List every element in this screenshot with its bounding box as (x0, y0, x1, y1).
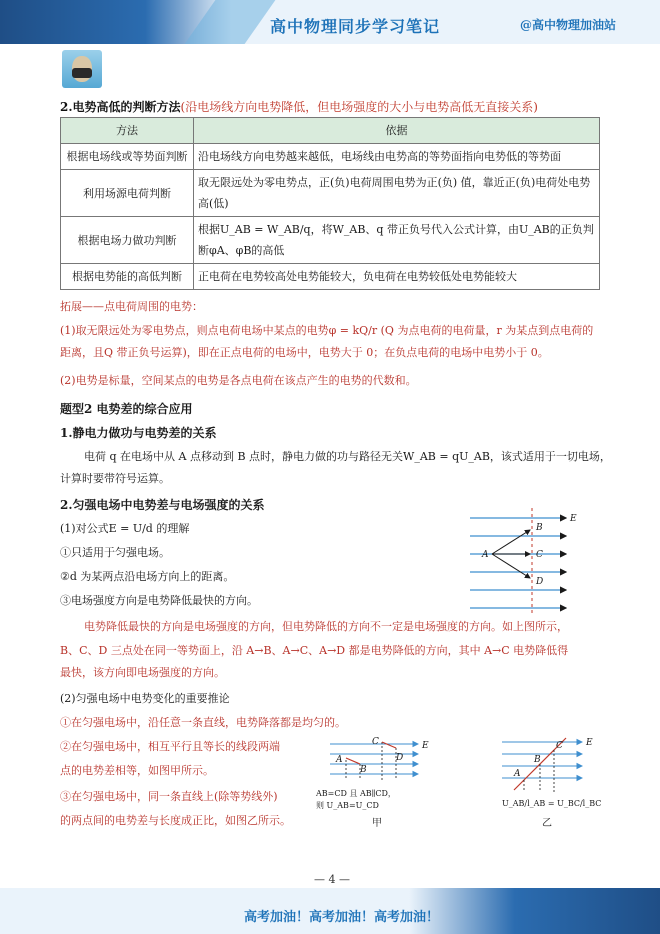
extension-p1a: (1)取无限远处为零电势点，则点电荷电场中某点的电势φ = kQ/r (Q 为点电荷的电荷量，r 为某点到点电荷的 (60, 324, 594, 337)
yi-label-c: C (556, 741, 563, 751)
jia-label-d: D (396, 753, 404, 763)
header-title: 高中物理同步学习笔记 (270, 17, 441, 36)
yi-caption: U_AB/l_AB = U_BC/l_BC (502, 799, 602, 808)
topic-item-2: ②d 为某两点沿电场方向上的距离。 (60, 570, 235, 583)
table-cell-method: 根据电场力做功判断 (61, 217, 194, 264)
topic-sub2: (2)匀强电场中电势变化的重要推论 (60, 692, 230, 705)
corollary-3b: 的两点间的电势差与长度成正比，如图乙所示。 (60, 814, 291, 827)
jia-label-c: C (372, 737, 379, 747)
jia-label-b: B (360, 765, 367, 775)
table-cell-basis: 正电荷在电势较高处电势能较大，负电荷在电势较低处电势能较大 (194, 264, 600, 290)
corollary-2a: ②在匀强电场中，相互平行且等长的线段两端 (60, 740, 280, 753)
footer-text: 高考加油！高考加油！高考加油！ (244, 910, 440, 925)
table-row (61, 217, 600, 264)
table-header-row (61, 118, 600, 144)
corollary-2b: 点的电势差相等，如图甲所示。 (60, 764, 214, 777)
jia-label-a: A (336, 755, 343, 765)
field-diagram-main (470, 508, 600, 620)
corollary-3a: ③在匀强电场中，同一条直线上(除等势线外) (60, 790, 278, 803)
field-lines (470, 518, 566, 608)
table-cell-method: 根据电势能的高低判断 (61, 264, 194, 290)
section-heading-note: (沿电场线方向电势降低，但电场强度的大小与电势高低无直接关系) (180, 100, 538, 114)
section-heading-title: 2.电势高低的判断方法 (60, 100, 181, 114)
topic-sub1: (1)对公式E = U/d 的理解 (60, 522, 190, 535)
figure-yi (496, 734, 608, 830)
jia-caption-2: 则 U_AB=U_CD (316, 801, 379, 810)
label-c: C (536, 550, 543, 560)
yi-label-b: B (534, 755, 541, 765)
topic-item-1: ①只适用于匀强电场。 (60, 546, 170, 559)
table-cell-method: 根据电场线或等势面判断 (61, 144, 194, 170)
arrow-ab (492, 530, 530, 554)
header-site: @高中物理加油站 (520, 18, 617, 32)
jia-name: 甲 (372, 818, 382, 829)
label-a: A (482, 550, 489, 560)
table-cell-basis: 沿电场线方向电势越来越低，电场线由电势高的等势面指向电势低的等势面 (194, 144, 600, 170)
section-heading (60, 98, 538, 115)
topic-p1a: 电荷 q 在电场中从 A 点移动到 B 点时，静电力做的功与路径无关W_AB = qU_AB，该式适用于一切电场， (84, 450, 611, 463)
table-cell-basis: 取无限远处为零电势点，正(负)电荷周围电势为正(负) 值，靠近正(负)电荷处电势高(低) (194, 170, 600, 217)
extension-p2: (2)电势是标量，空间某点的电势是各点电荷在该点产生的电势的代数和。 (60, 374, 417, 387)
topic-p1b: 计算时要带符号运算。 (60, 472, 170, 485)
topic-title: 题型2 电势差的综合应用 (60, 402, 193, 416)
jia-label-e: E (422, 741, 429, 751)
page-number: — 4 — (314, 873, 350, 886)
label-b: B (536, 523, 543, 533)
table-cell-basis: 根据U_AB = W_AB/q，将W_AB、q 带正负号代入公式计算，由U_AB的正负判断φA、φB的高低 (194, 217, 600, 264)
topic-h2: 2.匀强电场中电势差与电场强度的关系 (60, 498, 265, 512)
method-table (60, 117, 600, 290)
jia-caption-1: AB=CD 且 AB∥CD， (316, 789, 396, 798)
yi-name: 乙 (542, 818, 552, 829)
segment-ab (346, 758, 360, 764)
avatar-mask (72, 68, 92, 78)
arrow-ad (492, 554, 530, 578)
topic-h1: 1.静电力做功与电势差的关系 (60, 426, 217, 440)
avatar (62, 50, 102, 88)
yi-label-a: A (514, 769, 521, 779)
red-para-c: 最快，该方向即电场强度的方向。 (60, 666, 225, 679)
extension-title: 拓展——点电荷周围的电势： (60, 300, 203, 313)
table-header-method: 方法 (61, 118, 194, 144)
extension-p1b: 距离，且Q 带正负号运算)，即在正点电荷的电场中，电势大于 0；在负点电荷的电场中电势小于 0。 (60, 346, 549, 359)
table-row (61, 170, 600, 217)
label-d: D (536, 577, 544, 587)
red-para-b: B、C、D 三点处在同一等势面上，沿 A→B、A→C、A→D 都是电势降低的方向，其中 A→C 电势降低得 (60, 644, 569, 657)
table-row (61, 264, 600, 290)
table-row (61, 144, 600, 170)
table-header-basis: 依据 (194, 118, 600, 144)
corollary-1: ①在匀强电场中，沿任意一条直线，电势降落都是均匀的。 (60, 716, 346, 729)
red-para-a: 电势降低最快的方向是电场强度的方向，但电势降低的方向不一定是电场强度的方向。如上图所示， (84, 620, 568, 633)
segment-cd (382, 742, 396, 748)
figure-jia (310, 734, 440, 830)
yi-label-e: E (586, 738, 593, 748)
topic-item-3: ③电场强度方向是电势降低最快的方向。 (60, 594, 258, 607)
label-e: E (570, 514, 577, 524)
table-cell-method: 利用场源电荷判断 (61, 170, 194, 217)
